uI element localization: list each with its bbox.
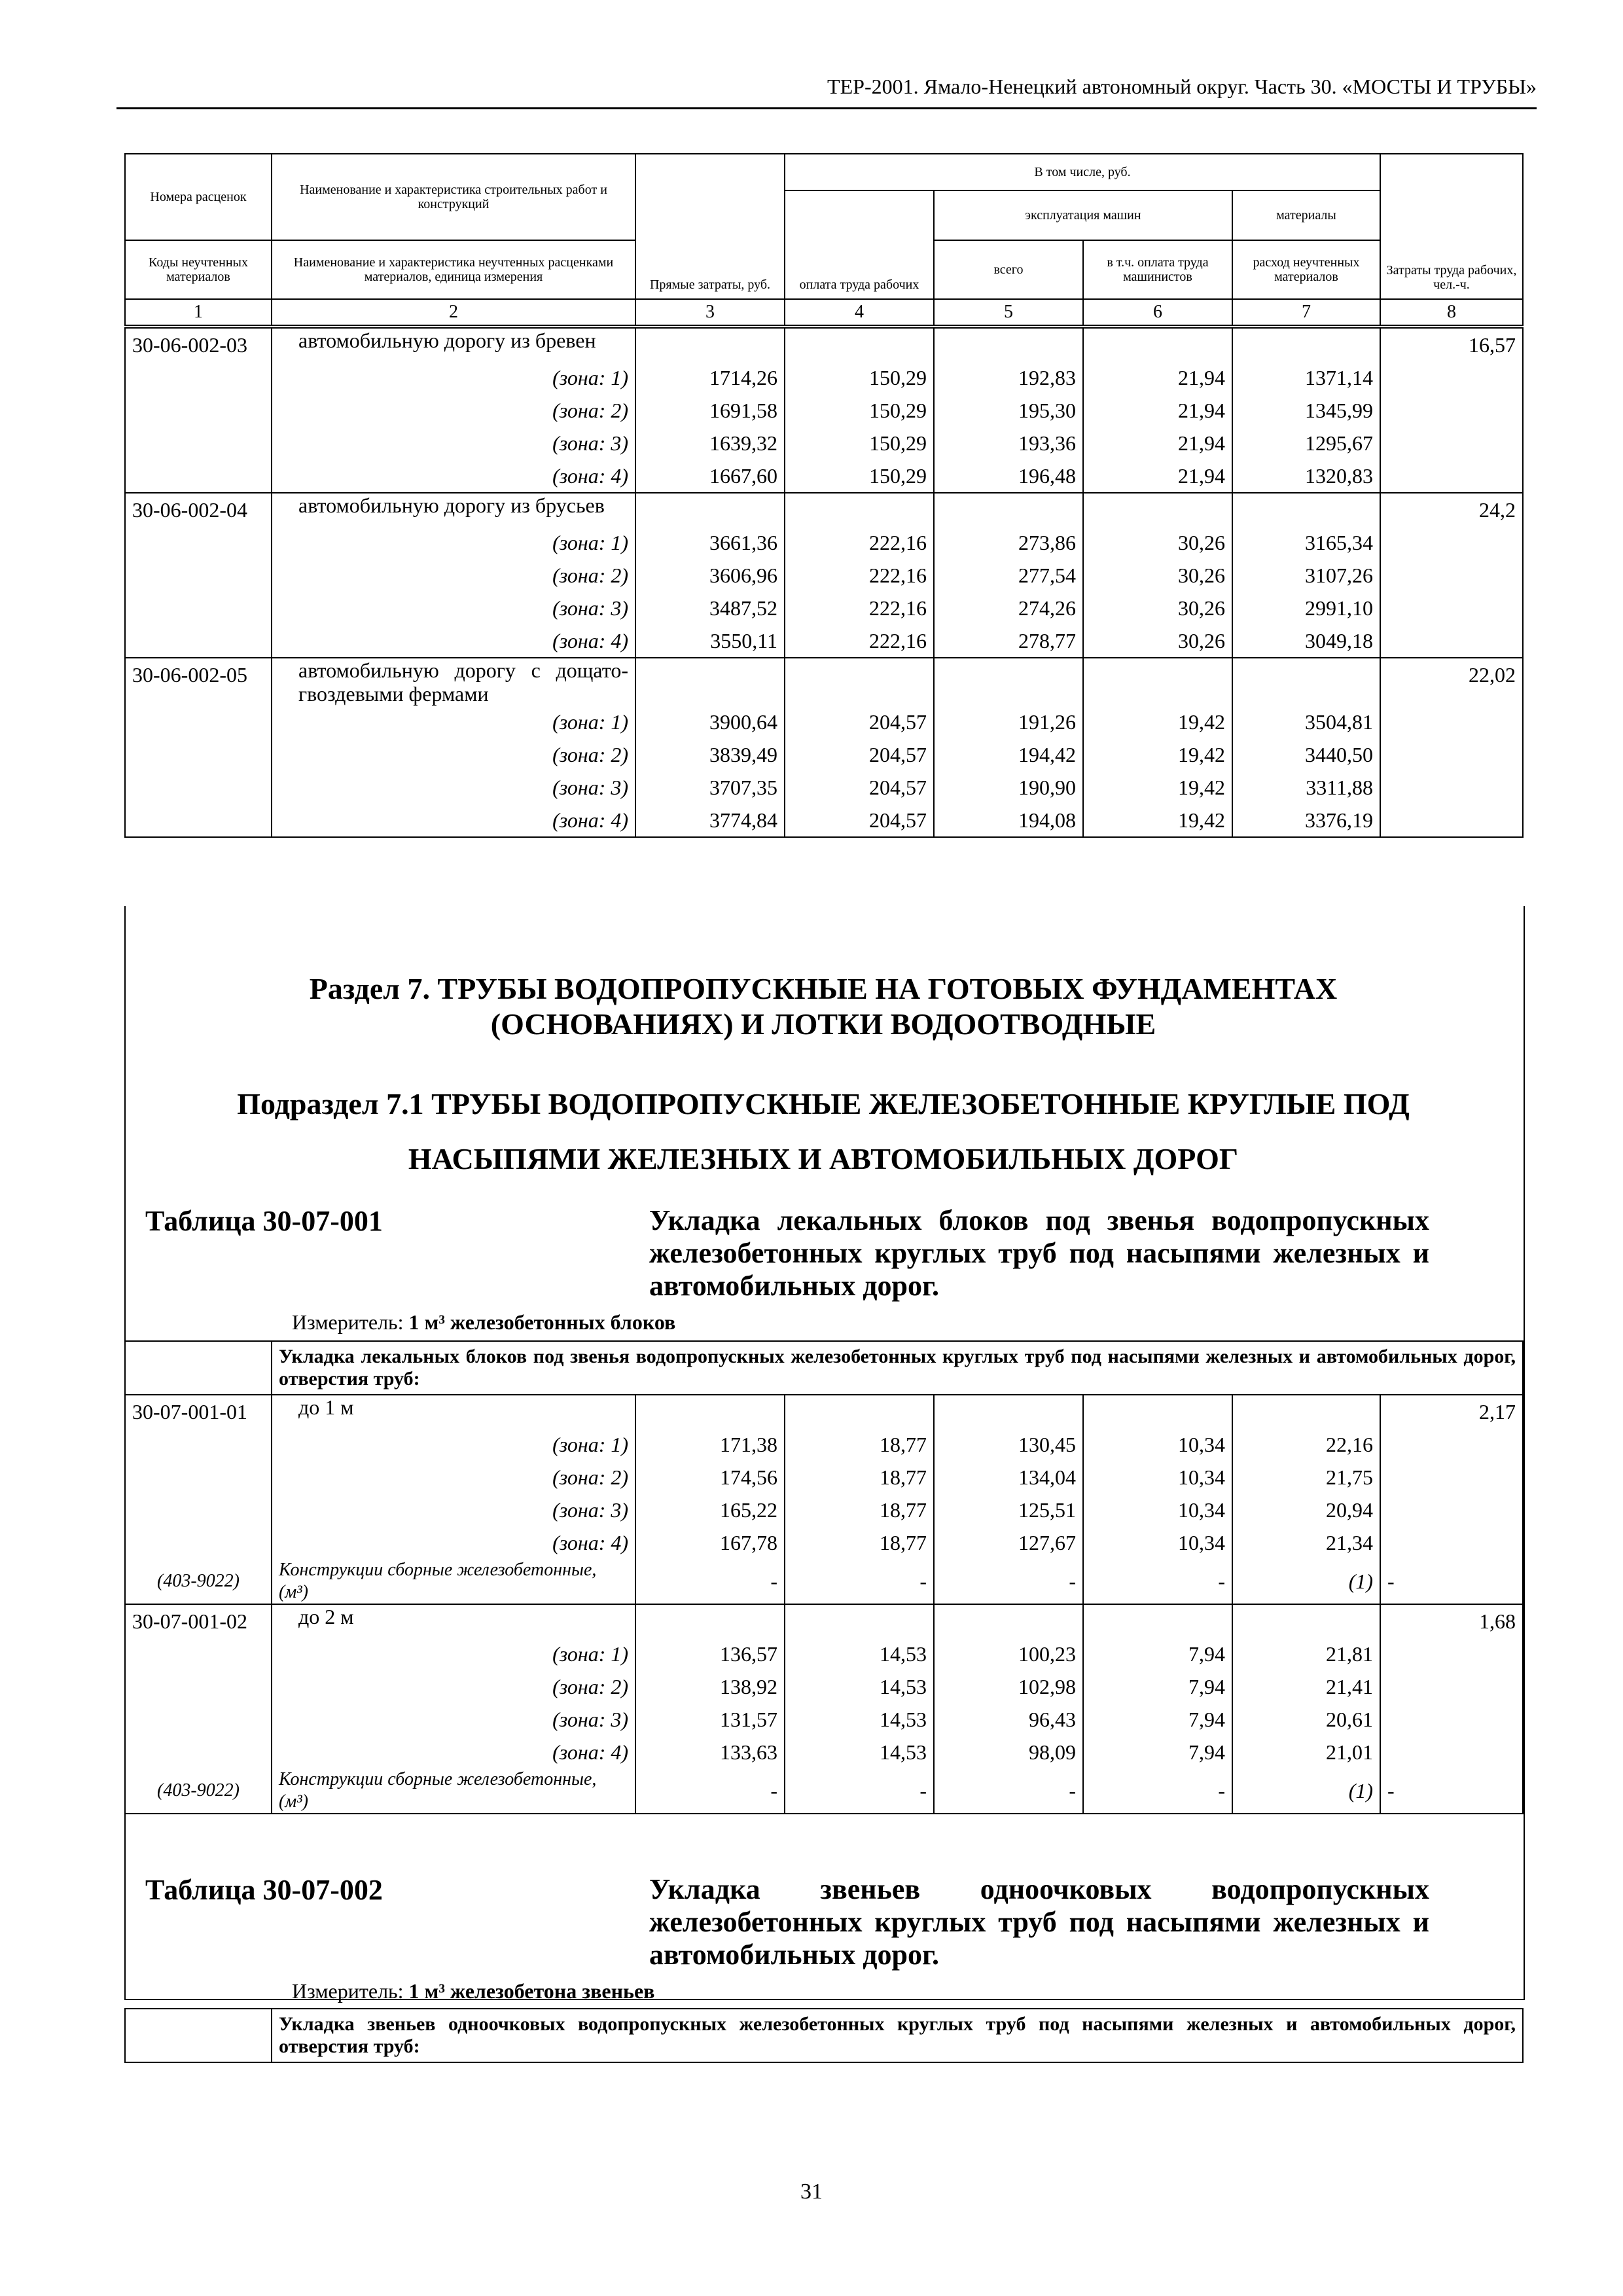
- zone-value: 3707,35: [635, 771, 785, 804]
- cell: [125, 394, 272, 427]
- zone-value: 3487,52: [635, 592, 785, 624]
- cell: [1380, 804, 1523, 837]
- zone-value: 18,77: [785, 1428, 934, 1461]
- zone-row: [125, 771, 1523, 804]
- zone-value: 204,57: [785, 771, 934, 804]
- zone-value: 14,53: [785, 1736, 934, 1768]
- zone-value: 1639,32: [635, 427, 785, 459]
- cell: [125, 624, 272, 658]
- header-num: 1: [125, 299, 272, 325]
- zone-value: 277,54: [934, 559, 1083, 592]
- cell: [1083, 328, 1232, 361]
- zone-value: 14,53: [785, 1670, 934, 1703]
- rate-row: [125, 658, 1523, 706]
- zone-value: 18,77: [785, 1526, 934, 1559]
- zone-value: 273,86: [934, 526, 1083, 559]
- cell: [785, 328, 934, 361]
- zone-label: (зона: 4): [272, 624, 635, 658]
- header-name: Наименование и характеристика строительных работ и конструкций: [272, 154, 635, 240]
- rate-row: [125, 328, 1523, 361]
- header-matuse: расход неучтенных материалов: [1232, 240, 1380, 299]
- cell: [125, 1494, 272, 1526]
- zone-label: (зона: 4): [272, 1526, 635, 1559]
- zone-value: 21,01: [1232, 1736, 1380, 1768]
- material-dash: -: [934, 1559, 1083, 1604]
- zone-value: 222,16: [785, 559, 934, 592]
- zone-label: (зона: 3): [272, 771, 635, 804]
- zone-value: 3376,19: [1232, 804, 1380, 837]
- cell: [125, 771, 272, 804]
- zone-value: 192,83: [934, 361, 1083, 394]
- zone-value: 21,94: [1083, 427, 1232, 459]
- zone-value: 18,77: [785, 1461, 934, 1494]
- cell: [125, 1670, 272, 1703]
- zone-value: 19,42: [1083, 738, 1232, 771]
- rate-labor: 2,17: [1380, 1395, 1523, 1428]
- cell: [1083, 1395, 1232, 1428]
- zone-value: 150,29: [785, 459, 934, 493]
- zone-value: 7,94: [1083, 1638, 1232, 1670]
- zone-value: 100,23: [934, 1638, 1083, 1670]
- cell: [1380, 459, 1523, 493]
- zone-value: 1320,83: [1232, 459, 1380, 493]
- rate-title: автомобильную дорогу из бревен: [272, 328, 635, 361]
- zone-value: 125,51: [934, 1494, 1083, 1526]
- zone-label: (зона: 4): [272, 459, 635, 493]
- zone-value: 14,53: [785, 1703, 934, 1736]
- running-header: ТЕР-2001. Ямало-Ненецкий автономный округ. Часть 30. «МОСТЫ И ТРУБЫ»: [116, 69, 1537, 109]
- table2-measure: Измеритель: 1 м³ железобетона звеньев: [292, 1979, 655, 2003]
- zone-label: (зона: 1): [272, 706, 635, 738]
- zone-value: 1691,58: [635, 394, 785, 427]
- zone-value: 150,29: [785, 361, 934, 394]
- table1-caption: Укладка лекальных блоков под звенья водопропускных железобетонных круглых труб под насыпями железных и автомобильных дорог.: [649, 1204, 1429, 1302]
- zone-value: 21,94: [1083, 361, 1232, 394]
- zone-value: 20,94: [1232, 1494, 1380, 1526]
- zone-value: 222,16: [785, 624, 934, 658]
- zone-label: (зона: 3): [272, 592, 635, 624]
- zone-label: (зона: 2): [272, 1461, 635, 1494]
- cell: [1083, 658, 1232, 706]
- material-code: (403-9022): [125, 1559, 272, 1604]
- cell: [635, 1604, 785, 1638]
- table2-caption: Укладка звеньев одноочковых водопропускных железобетонных круглых труб под насыпями железных и автомобильных дорог.: [649, 1873, 1429, 1971]
- cell: [1232, 1604, 1380, 1638]
- zone-row: [125, 394, 1523, 427]
- header-wage: оплата труда рабочих: [785, 190, 934, 299]
- table1-measure: Измеритель: 1 м³ железобетонных блоков: [292, 1310, 676, 1334]
- table1-label: Таблица 30-07-001: [145, 1205, 383, 1237]
- rate-title: до 1 м: [272, 1395, 635, 1428]
- zone-value: 20,61: [1232, 1703, 1380, 1736]
- zone-label: (зона: 2): [272, 738, 635, 771]
- zone-value: 204,57: [785, 738, 934, 771]
- zone-value: 19,42: [1083, 706, 1232, 738]
- zone-value: 30,26: [1083, 526, 1232, 559]
- zone-value: 150,29: [785, 394, 934, 427]
- cell: [1380, 624, 1523, 658]
- header-direct: Прямые затраты, руб.: [635, 154, 785, 299]
- zone-value: 96,43: [934, 1703, 1083, 1736]
- zone-value: 222,16: [785, 592, 934, 624]
- zone-value: 21,94: [1083, 459, 1232, 493]
- zone-label: (зона: 3): [272, 427, 635, 459]
- cell: [785, 658, 934, 706]
- header-incl: В том числе, руб.: [785, 154, 1380, 190]
- material-dash: -: [635, 1768, 785, 1814]
- cell: [125, 738, 272, 771]
- rate-title: автомобильную дорогу с дощато-гвоздевыми фермами: [272, 658, 635, 706]
- zone-value: 21,81: [1232, 1638, 1380, 1670]
- page-number: 31: [800, 2179, 823, 2204]
- header-num: 2: [272, 299, 635, 325]
- zone-row: [125, 1670, 1523, 1703]
- zone-value: 10,34: [1083, 1494, 1232, 1526]
- zone-row: [125, 1428, 1523, 1461]
- header-num: 6: [1083, 299, 1232, 325]
- cell: [125, 427, 272, 459]
- zone-value: 3839,49: [635, 738, 785, 771]
- cell: [125, 1736, 272, 1768]
- cell: [785, 1604, 934, 1638]
- cell: [635, 328, 785, 361]
- header-materials: материалы: [1232, 190, 1380, 240]
- zone-value: 30,26: [1083, 559, 1232, 592]
- cell: [1380, 361, 1523, 394]
- zone-value: 195,30: [934, 394, 1083, 427]
- cell: [934, 1604, 1083, 1638]
- zone-row: [125, 1494, 1523, 1526]
- material-dash: -: [1083, 1559, 1232, 1604]
- cell: [1232, 328, 1380, 361]
- rate-row: [125, 493, 1523, 526]
- zone-row: [125, 361, 1523, 394]
- zone-value: 196,48: [934, 459, 1083, 493]
- zone-value: 10,34: [1083, 1428, 1232, 1461]
- zone-value: 3606,96: [635, 559, 785, 592]
- zone-value: 2991,10: [1232, 592, 1380, 624]
- cell: [785, 493, 934, 526]
- zone-value: 278,77: [934, 624, 1083, 658]
- zone-label: (зона: 2): [272, 394, 635, 427]
- zone-value: 1295,67: [1232, 427, 1380, 459]
- cell: [1380, 771, 1523, 804]
- cell: [635, 493, 785, 526]
- cell: [1380, 1703, 1523, 1736]
- zone-value: 30,26: [1083, 624, 1232, 658]
- header-machwage: в т.ч. оплата труда машинистов: [1083, 240, 1232, 299]
- section-title: Раздел 7. ТРУБЫ ВОДОПРОПУСКНЫЕ НА ГОТОВЫХ ФУНДАМЕНТАХ (ОСНОВАНИЯХ) И ЛОТКИ ВОДООТВОДНЫЕ: [309, 972, 1338, 1041]
- cell: [635, 658, 785, 706]
- rates-table-body-1: [124, 327, 1524, 838]
- zone-value: 3774,84: [635, 804, 785, 837]
- header-num: 7: [1232, 299, 1380, 325]
- material-qty: (1): [1232, 1768, 1380, 1814]
- zone-label: (зона: 3): [272, 1703, 635, 1736]
- zone-label: (зона: 1): [272, 1638, 635, 1670]
- zone-value: 102,98: [934, 1670, 1083, 1703]
- cell: [934, 493, 1083, 526]
- cell: [1380, 1428, 1523, 1461]
- zone-row: [125, 1736, 1523, 1768]
- cell: [125, 804, 272, 837]
- cell: [635, 1395, 785, 1428]
- zone-value: 133,63: [635, 1736, 785, 1768]
- zone-value: 22,16: [1232, 1428, 1380, 1461]
- rate-title: автомобильную дорогу из брусьев: [272, 493, 635, 526]
- cell: [1380, 394, 1523, 427]
- zone-value: 21,34: [1232, 1526, 1380, 1559]
- rate-labor: 22,02: [1380, 658, 1523, 706]
- material-row: [125, 1559, 1523, 1604]
- zone-value: 10,34: [1083, 1526, 1232, 1559]
- rate-labor: 16,57: [1380, 328, 1523, 361]
- cell: [1380, 1670, 1523, 1703]
- rates-table-header: [124, 153, 1524, 326]
- zone-value: 136,57: [635, 1638, 785, 1670]
- zone-value: 1667,60: [635, 459, 785, 493]
- zone-value: 19,42: [1083, 771, 1232, 804]
- cell: [125, 526, 272, 559]
- material-dash: -: [934, 1768, 1083, 1814]
- cell: [125, 361, 272, 394]
- rate-code: 30-06-002-05: [125, 658, 272, 706]
- zone-value: 3311,88: [1232, 771, 1380, 804]
- zone-value: 150,29: [785, 427, 934, 459]
- zone-value: 3900,64: [635, 706, 785, 738]
- rate-code: 30-07-001-01: [125, 1395, 272, 1428]
- header-num: 3: [635, 299, 785, 325]
- cell: [1380, 1494, 1523, 1526]
- zone-row: [125, 1526, 1523, 1559]
- cell: [125, 459, 272, 493]
- zone-value: 3504,81: [1232, 706, 1380, 738]
- zone-value: 14,53: [785, 1638, 934, 1670]
- zone-value: 138,92: [635, 1670, 785, 1703]
- material-qty: (1): [1232, 1559, 1380, 1604]
- zone-value: 171,38: [635, 1428, 785, 1461]
- zone-value: 7,94: [1083, 1703, 1232, 1736]
- header-num: 4: [785, 299, 934, 325]
- zone-value: 7,94: [1083, 1670, 1232, 1703]
- cell: [125, 592, 272, 624]
- rate-code: 30-06-002-04: [125, 493, 272, 526]
- cell: [1083, 493, 1232, 526]
- zone-value: 194,08: [934, 804, 1083, 837]
- zone-row: [125, 1703, 1523, 1736]
- rate-code: 30-07-001-02: [125, 1604, 272, 1638]
- zone-value: 98,09: [934, 1736, 1083, 1768]
- header-total: всего: [934, 240, 1083, 299]
- header-num: 5: [934, 299, 1083, 325]
- cell: [1232, 1395, 1380, 1428]
- rate-labor: 24,2: [1380, 493, 1523, 526]
- rate-labor: 1,68: [1380, 1604, 1523, 1638]
- header-codes: Номера расценок: [125, 154, 272, 240]
- material-dash: -: [785, 1768, 934, 1814]
- cell: [1380, 1526, 1523, 1559]
- material-dash: -: [785, 1559, 934, 1604]
- zone-row: [125, 738, 1523, 771]
- zone-row: [125, 559, 1523, 592]
- cell: [934, 658, 1083, 706]
- cell: [1380, 738, 1523, 771]
- zone-row: [125, 1638, 1523, 1670]
- material-dash: -: [1380, 1768, 1523, 1814]
- zone-row: [125, 592, 1523, 624]
- zone-label: (зона: 1): [272, 361, 635, 394]
- material-row: [125, 1768, 1523, 1814]
- zone-value: 21,94: [1083, 394, 1232, 427]
- zone-value: 3550,11: [635, 624, 785, 658]
- header-codes2: Коды неучтенных материалов: [125, 240, 272, 299]
- zone-value: 10,34: [1083, 1461, 1232, 1494]
- table2-body: [124, 2008, 1524, 2063]
- zone-value: 1714,26: [635, 361, 785, 394]
- table2-group-caption: Укладка звеньев одноочковых водопропускных железобетонных круглых труб под насыпями железных и автомобильных дорог, отверстия труб:: [272, 2009, 1523, 2062]
- zone-value: 167,78: [635, 1526, 785, 1559]
- rate-title: до 2 м: [272, 1604, 635, 1638]
- header-name2: Наименование и характеристика неучтенных расценками материалов, единица измерения: [272, 240, 635, 299]
- cell: [1380, 1638, 1523, 1670]
- cell: [1380, 706, 1523, 738]
- zone-value: 193,36: [934, 427, 1083, 459]
- cell: [1380, 559, 1523, 592]
- cell: [1380, 526, 1523, 559]
- zone-value: 21,75: [1232, 1461, 1380, 1494]
- zone-label: (зона: 1): [272, 1428, 635, 1461]
- zone-value: 3049,18: [1232, 624, 1380, 658]
- zone-value: 134,04: [934, 1461, 1083, 1494]
- zone-value: 18,77: [785, 1494, 934, 1526]
- table1-group-caption: Укладка лекальных блоков под звенья водопропускных железобетонных круглых труб под насыпями железных и автомобильных дорог, отверстия труб:: [272, 1341, 1523, 1395]
- zone-value: 19,42: [1083, 804, 1232, 837]
- table1-body: [124, 1340, 1524, 1814]
- cell: [785, 1395, 934, 1428]
- zone-row: [125, 1461, 1523, 1494]
- material-dash: -: [1083, 1768, 1232, 1814]
- cell: [1380, 427, 1523, 459]
- zone-value: 274,26: [934, 592, 1083, 624]
- subsection-title: Подраздел 7.1 ТРУБЫ ВОДОПРОПУСКНЫЕ ЖЕЛЕЗОБЕТОННЫЕ КРУГЛЫЕ ПОД НАСЫПЯМИ ЖЕЛЕЗНЫХ И АВТОМОБИЛЬНЫХ ДОРОГ: [237, 1087, 1410, 1175]
- zone-value: 3165,34: [1232, 526, 1380, 559]
- zone-label: (зона: 2): [272, 559, 635, 592]
- cell: [1232, 493, 1380, 526]
- cell: [934, 328, 1083, 361]
- header-num: 8: [1380, 299, 1523, 325]
- cell: [125, 1428, 272, 1461]
- header-labor: Затраты труда рабочих, чел.-ч.: [1380, 154, 1523, 299]
- zone-row: [125, 459, 1523, 493]
- zone-value: 174,56: [635, 1461, 785, 1494]
- cell: [1380, 1736, 1523, 1768]
- zone-label: (зона: 4): [272, 804, 635, 837]
- zone-value: 131,57: [635, 1703, 785, 1736]
- zone-value: 21,41: [1232, 1670, 1380, 1703]
- material-name: Конструкции сборные железобетонные, (м³): [272, 1559, 635, 1604]
- cell: [125, 706, 272, 738]
- zone-value: 127,67: [934, 1526, 1083, 1559]
- zone-value: 204,57: [785, 804, 934, 837]
- cell: [125, 1703, 272, 1736]
- rate-row: [125, 1395, 1523, 1428]
- zone-value: 130,45: [934, 1428, 1083, 1461]
- zone-value: 190,90: [934, 771, 1083, 804]
- cell: [125, 1461, 272, 1494]
- material-dash: -: [635, 1559, 785, 1604]
- cell: [1232, 658, 1380, 706]
- zone-label: (зона: 3): [272, 1494, 635, 1526]
- zone-value: 222,16: [785, 526, 934, 559]
- cell: [1083, 1604, 1232, 1638]
- zone-row: [125, 526, 1523, 559]
- cell: [125, 559, 272, 592]
- zone-label: (зона: 1): [272, 526, 635, 559]
- zone-row: [125, 706, 1523, 738]
- header-machines: эксплуатация машин: [934, 190, 1232, 240]
- zone-value: 3107,26: [1232, 559, 1380, 592]
- material-code: (403-9022): [125, 1768, 272, 1814]
- material-dash: -: [1380, 1559, 1523, 1604]
- zone-value: 3440,50: [1232, 738, 1380, 771]
- zone-value: 194,42: [934, 738, 1083, 771]
- cell: [1380, 592, 1523, 624]
- zone-value: 7,94: [1083, 1736, 1232, 1768]
- rate-code: 30-06-002-03: [125, 328, 272, 361]
- table2-label: Таблица 30-07-002: [145, 1874, 383, 1906]
- cell: [125, 1638, 272, 1670]
- zone-label: (зона: 4): [272, 1736, 635, 1768]
- zone-row: [125, 427, 1523, 459]
- zone-label: (зона: 2): [272, 1670, 635, 1703]
- zone-value: 204,57: [785, 706, 934, 738]
- cell: [125, 1526, 272, 1559]
- zone-row: [125, 804, 1523, 837]
- zone-value: 30,26: [1083, 592, 1232, 624]
- cell: [934, 1395, 1083, 1428]
- zone-row: [125, 624, 1523, 658]
- zone-value: 3661,36: [635, 526, 785, 559]
- zone-value: 1345,99: [1232, 394, 1380, 427]
- cell: [1380, 1461, 1523, 1494]
- zone-value: 191,26: [934, 706, 1083, 738]
- zone-value: 165,22: [635, 1494, 785, 1526]
- material-name: Конструкции сборные железобетонные, (м³): [272, 1768, 635, 1814]
- zone-value: 1371,14: [1232, 361, 1380, 394]
- rate-row: [125, 1604, 1523, 1638]
